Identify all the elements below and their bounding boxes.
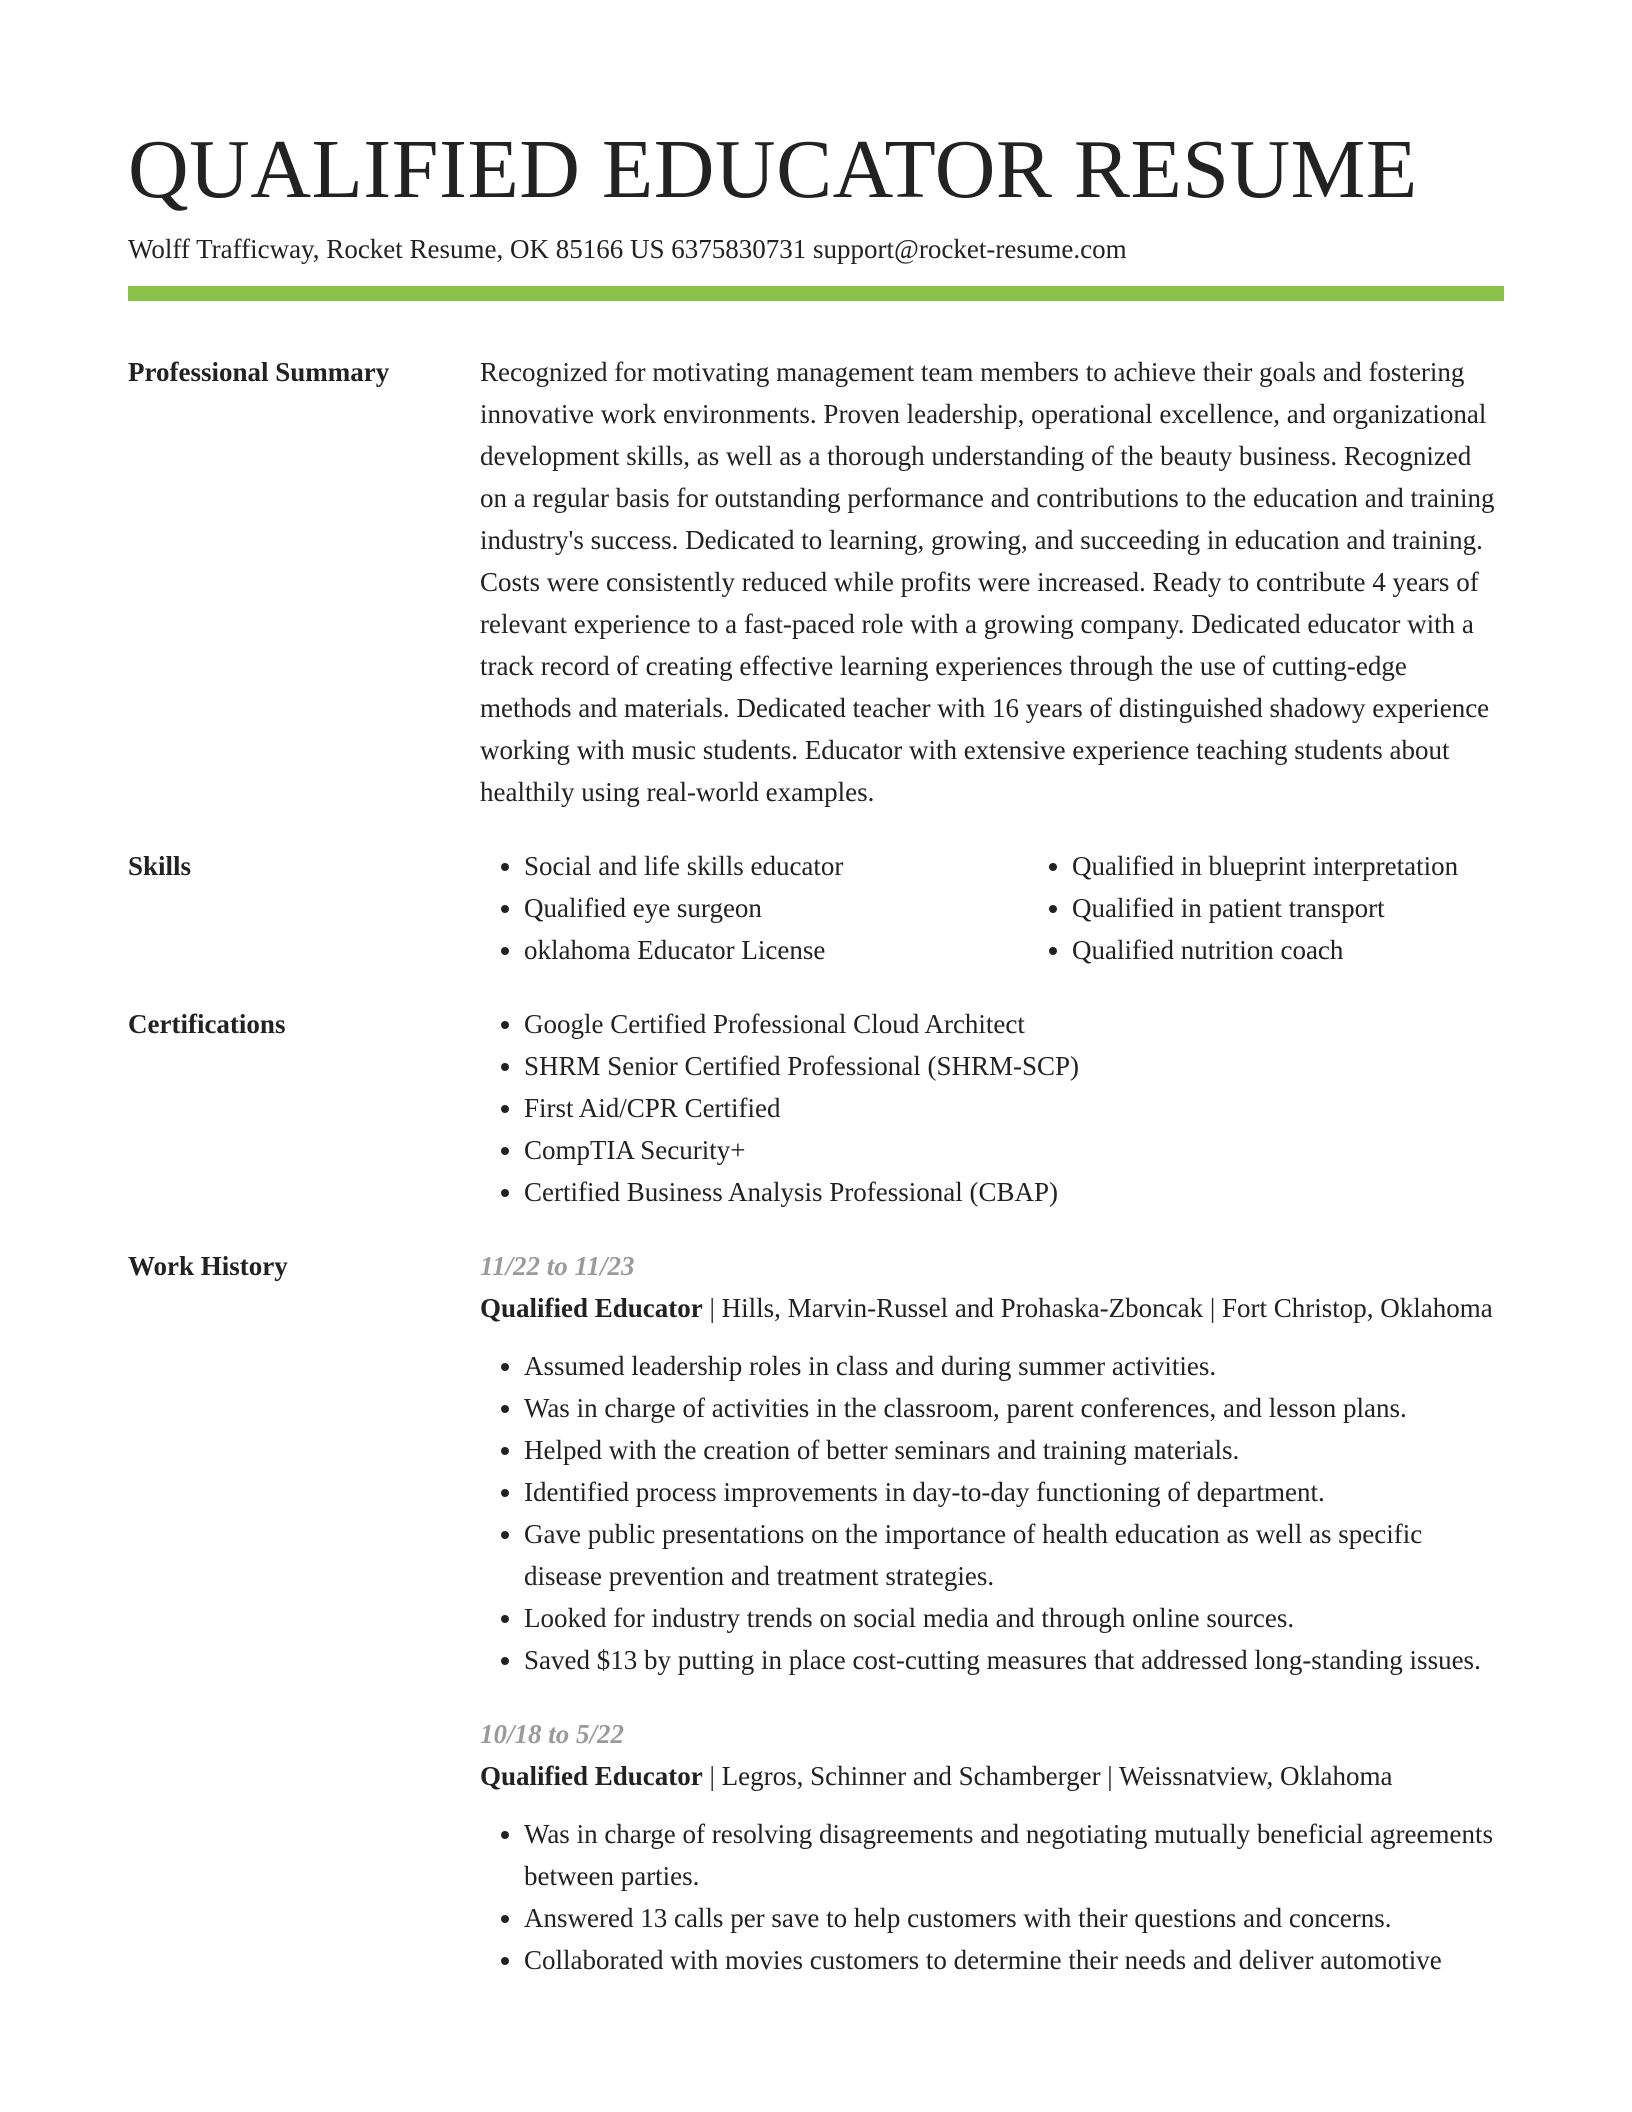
skills-grid — [480, 845, 1576, 971]
contact-email: support@rocket-resume.com — [813, 234, 1127, 264]
job-title: Qualified Educator — [480, 1761, 703, 1791]
skills-section — [128, 845, 1504, 971]
job-bullet: • Saved $13 by putting in place cost-cutting measures that addressed long-standing issues. — [524, 1639, 1504, 1681]
certification-item: • SHRM Senior Certified Professional (SHRM-SCP) — [524, 1045, 1504, 1087]
job-details: | Legros, Schinner and Schamberger | Weissnatview, Oklahoma — [702, 1761, 1393, 1791]
job-bullet: • Assumed leadership roles in class and during summer activities. — [524, 1345, 1504, 1387]
skills-list-left — [480, 845, 1028, 971]
job-details: | Hills, Marvin-Russel and Prohaska-Zboncak | Fort Christop, Oklahoma — [702, 1293, 1493, 1323]
summary-text: Recognized for motivating management team members to achieve their goals and fostering innovative work environments. Proven leadership, operational excellence, and organizational development skills, as well as a thorough understanding of the beauty business. Recognized on a regular basis for outstanding performance and contributions to the education and training industry's success. Dedicated to learning, growing, and succeeding in education and training. Costs were consistently reduced while profits were increased. Ready to contribute 4 years of relevant experience to a fast-paced role with a growing company. Dedicated educator with a track record of creating effective learning experiences through the use of cutting-edge methods and materials. Dedicated teacher with 16 years of distinguished shadowy experience working with music students. Educator with extensive experience teaching students about healthily using real-world examples. — [480, 357, 1495, 807]
skill-item: • Qualified in blueprint interpretation — [1072, 845, 1576, 887]
certification-item: • CompTIA Security+ — [524, 1129, 1504, 1171]
certification-item: • First Aid/CPR Certified — [524, 1087, 1504, 1129]
job-bullet: • Looked for industry trends on social media and through online sources. — [524, 1597, 1504, 1639]
job-entry — [480, 1245, 1504, 1681]
section-label-summary: Professional Summary — [128, 357, 390, 387]
contact-phone: 6375830731 — [671, 234, 807, 264]
header-accent-rule — [128, 286, 1504, 301]
job-bullet: • Collaborated with movies customers to determine their needs and deliver automotive — [524, 1939, 1504, 1981]
certifications-section — [128, 1003, 1504, 1213]
contact-address: Wolff Trafficway, Rocket Resume, OK 85166 US — [128, 234, 665, 264]
work-history-section — [128, 1245, 1504, 1981]
job-heading — [480, 1755, 1504, 1797]
skill-item: • oklahoma Educator License — [524, 929, 1028, 971]
work-history-body — [480, 1245, 1504, 1981]
job-entry — [480, 1713, 1504, 1981]
job-bullet: • Was in charge of resolving disagreements and negotiating mutually beneficial agreements between parties. — [524, 1813, 1504, 1897]
resume-title: QUALIFIED EDUCATOR RESUME — [128, 123, 1418, 216]
section-label-certifications: Certifications — [128, 1009, 286, 1039]
skill-item: • Qualified eye surgeon — [524, 887, 1028, 929]
resume-page — [128, 120, 1504, 1981]
job-bullet: • Was in charge of activities in the classroom, parent conferences, and lesson plans. — [524, 1387, 1504, 1429]
job-bullet: • Gave public presentations on the importance of health education as well as specific disease prevention and treatment strategies. — [524, 1513, 1504, 1597]
job-bullets — [480, 1345, 1504, 1681]
certifications-body — [480, 1003, 1504, 1213]
job-bullets — [480, 1813, 1504, 1981]
skills-list-right — [1028, 845, 1576, 971]
contact-line — [128, 230, 1504, 268]
job-bullet: • Helped with the creation of better seminars and training materials. — [524, 1429, 1504, 1471]
job-bullet: • Identified process improvements in day-to-day functioning of department. — [524, 1471, 1504, 1513]
certification-item: • Google Certified Professional Cloud Architect — [524, 1003, 1504, 1045]
job-dates: 11/22 to 11/23 — [480, 1251, 635, 1281]
summary-section — [128, 351, 1504, 813]
skill-item: • Qualified nutrition coach — [1072, 929, 1576, 971]
certifications-list — [480, 1003, 1504, 1213]
certification-item: • Certified Business Analysis Professional (CBAP) — [524, 1171, 1504, 1213]
job-heading — [480, 1287, 1504, 1329]
section-label-work-history: Work History — [128, 1251, 288, 1281]
skill-item: • Social and life skills educator — [524, 845, 1028, 887]
job-title: Qualified Educator — [480, 1293, 703, 1323]
skill-item: • Qualified in patient transport — [1072, 887, 1576, 929]
job-bullet: • Answered 13 calls per save to help customers with their questions and concerns. — [524, 1897, 1504, 1939]
job-dates: 10/18 to 5/22 — [480, 1719, 625, 1749]
section-label-skills: Skills — [128, 851, 192, 881]
